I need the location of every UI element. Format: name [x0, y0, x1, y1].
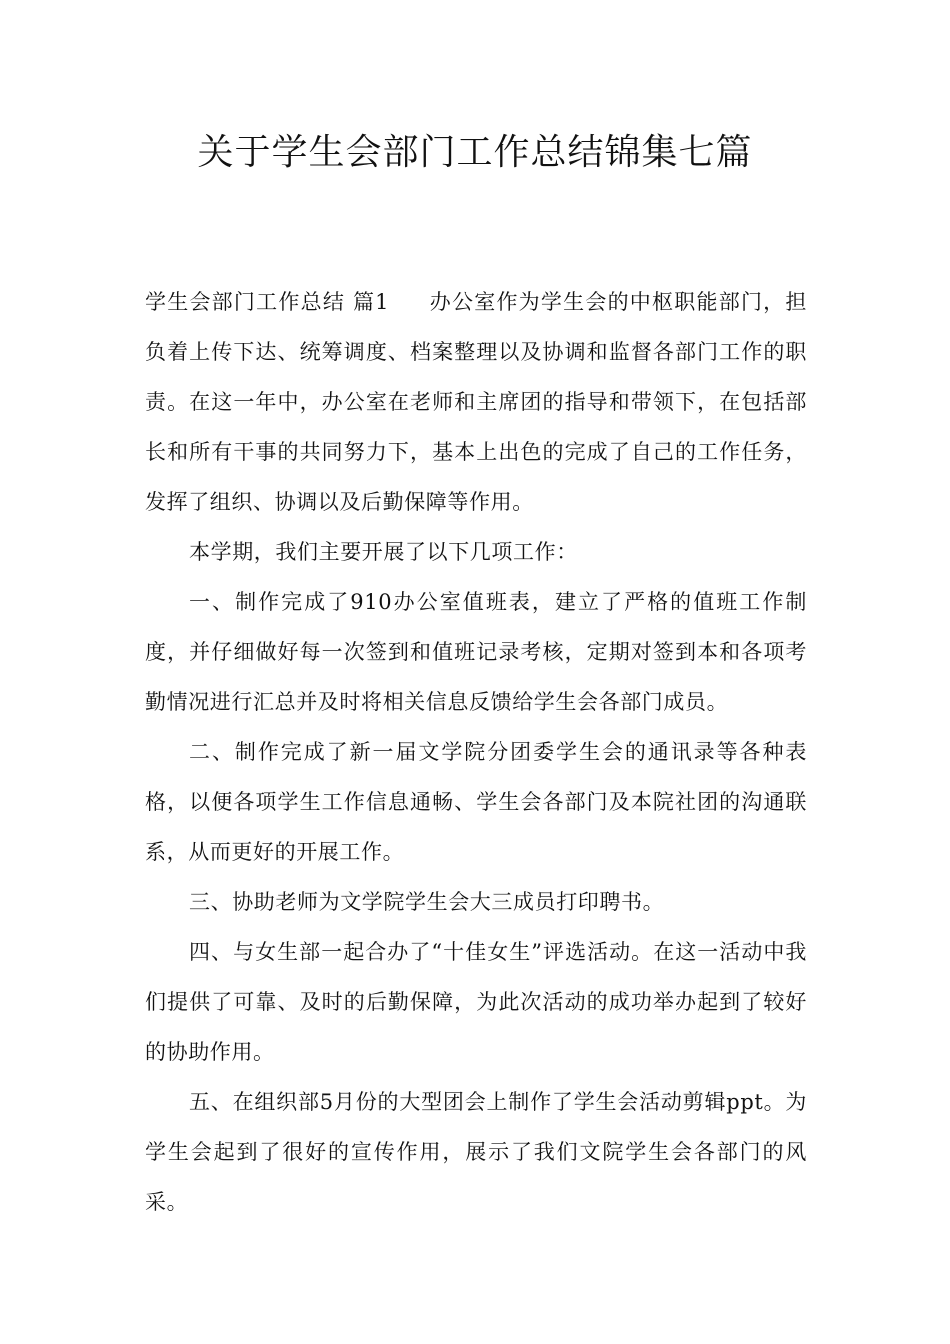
- paragraph-6: 四、与女生部一起合办了“十佳女生”评选活动。在这一活动中我们提供了可靠、及时的后勤保障，为此次活动的成功举办起到了较好的协助作用。: [145, 940, 807, 1064]
- paragraph-1: [145, 277, 807, 527]
- section-heading: 学生会部门工作总结 篇1: [145, 290, 390, 314]
- paragraph-5: 三、协助老师为文学院学生会大三成员打印聘书。: [189, 890, 665, 914]
- document-title: 关于学生会部门工作总结锦集七篇: [197, 132, 753, 173]
- paragraph-3: 一、制作完成了910办公室值班表，建立了严格的值班工作制度，并仔细做好每一次签到和值班记录考核，定期对签到本和各项考勤情况进行汇总并及时将相关信息反馈给学生会各部门成员。: [145, 590, 807, 714]
- paragraph-7: 五、在组织部5月份的大型团会上制作了学生会活动剪辑ppt。为学生会起到了很好的宣传作用，展示了我们文院学生会各部门的风采。: [145, 1090, 807, 1214]
- paragraph-text: 办公室作为学生会的中枢职能部门，担负着上传下达、统筹调度、档案整理以及协调和监督各部门工作的职责。在这一年中，办公室在老师和主席团的指导和带领下，在包括部长和所有干事的共同努力下，基本上出色的完成了自己的工作任务，发挥了组织、协调以及后勤保障等作用。: [145, 290, 807, 514]
- document-body: [145, 277, 807, 1227]
- paragraph-2: 本学期，我们主要开展了以下几项工作：: [189, 540, 578, 564]
- paragraph-4: 二、制作完成了新一届文学院分团委学生会的通讯录等各种表格，以便各项学生工作信息通畅、学生会各部门及本院社团的沟通联系，从而更好的开展工作。: [145, 740, 807, 864]
